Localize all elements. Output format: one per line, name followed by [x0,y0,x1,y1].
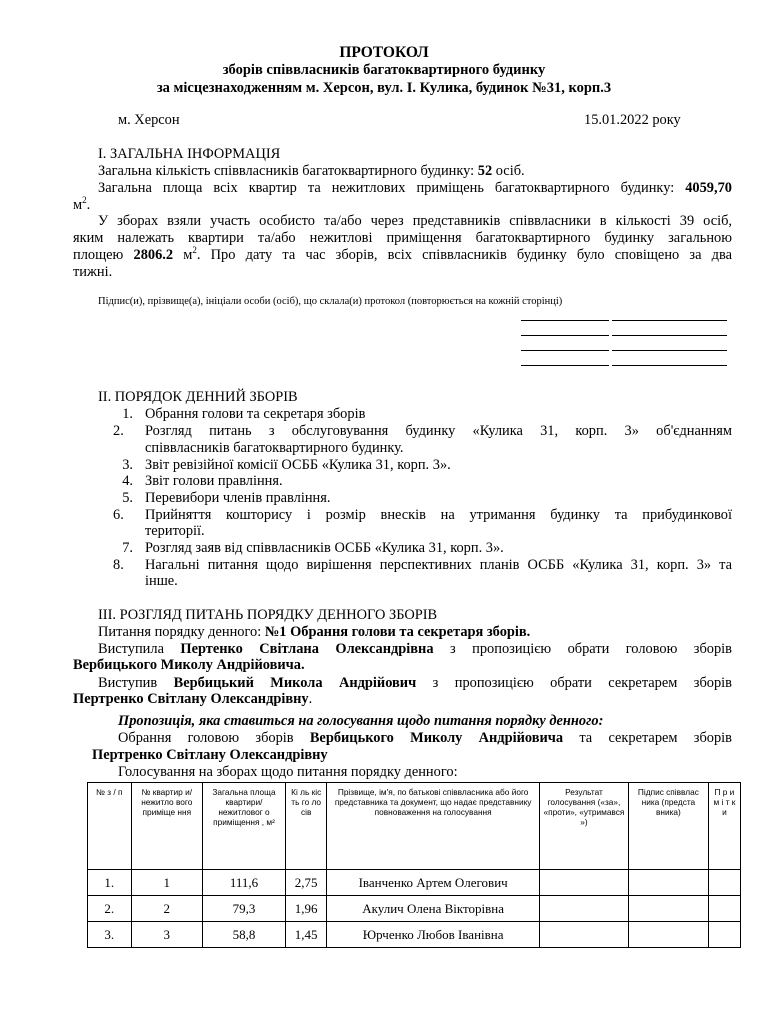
signature-line [612,308,727,321]
date: 15.01.2022 року [584,112,681,128]
cell-notes [708,870,740,896]
table-header-row [88,783,741,870]
speaker-1: Виступила Пертенко Світлана Олександрівна з пропозицією обрати головою зборів [98,641,732,657]
cell-no: 3. [88,922,132,948]
cell-owner: Юрченко Любов Іванівна [327,922,539,948]
cell-signature [629,870,709,896]
agenda-item: 2. Розгляд питань з обслуговування будинку «Кулика 31, корп. 3» об'єднанням [113,423,732,439]
total-area-unit: $м^2$. [73,195,91,213]
agenda-item-continuation: інше. [145,573,178,589]
signature-line [612,353,727,366]
document-address: за місцезнаходженням м. Херсон, вул. І. Кулика, будинок №31, корп.3 [156,80,612,96]
signature-line [612,323,727,336]
participation-line-1: У зборах взяли участь особисто та/або через представників співвласники в кількості 39 осіб, [98,213,732,229]
cell-result [539,870,628,896]
place: м. Херсон [118,112,180,128]
document-title: ПРОТОКОЛ [339,44,429,61]
cell-area: 58,8 [203,922,286,948]
col-header-no: № з / п [88,783,132,870]
cell-no: 2. [88,896,132,922]
signature-line [612,338,727,351]
proposal-heading: Пропозиція, яка ставиться на голосування щодо питання порядку денного: [118,713,604,729]
cell-notes [708,922,740,948]
cell-signature [629,896,709,922]
speaker-1-proposal: Вербицького Миколу Андрійовича. [73,657,305,673]
agenda-item: 8. Нагальні питання щодо вирішення перспективних планів ОСББ «Кулика 31, корп. 3» та [113,557,732,573]
agenda-item: 6. Прийняття кошторису і розмір внесків на утримання будинку та прибудинкової [113,507,732,523]
col-header-votes: Кі ль кіс ть го ло сів [285,783,326,870]
agenda-question: Питання порядку денного: №1 Обрання голови та секретаря зборів. [98,624,531,640]
agenda-item: 3. Звіт ревізійної комісії ОСББ «Кулика 31, корп. 3». [122,457,451,473]
col-header-apartment: № квартир и/ нежитло вого приміще ння [131,783,203,870]
participation-line-3: площею 2806.2 $м^2$. Про дату та час зборів, всіх співвласників будинку було сповіщено за два [73,245,732,263]
section2-heading: ІІ. ПОРЯДОК ДЕННИЙ ЗБОРІВ [98,389,298,405]
table-row [88,922,741,948]
cell-apartment: 1 [131,870,203,896]
col-header-notes: П р и м і т к и [708,783,740,870]
signature-line [521,353,609,366]
cell-votes: 2,75 [285,870,326,896]
cell-apartment: 3 [131,922,203,948]
voting-label: Голосування на зборах щодо питання порядку денного: [118,764,458,780]
col-header-result: Результат голосування («за», «проти», «утримався ») [539,783,628,870]
speaker-2: Виступив Вербицький Микола Андрійович з пропозицією обрати секретарем зборів [98,675,732,691]
cell-votes: 1,45 [285,922,326,948]
participation-line-2: яким належать квартири та/або нежитлові приміщення багатоквартирного будинку загальною [73,230,732,246]
cell-notes [708,896,740,922]
agenda-item: 1. Обрання голови та секретаря зборів [122,406,366,422]
agenda-item: 5. Перевибори членів правління. [122,490,331,506]
total-area: Загальна площа всіх квартир та нежитлових приміщень багатоквартирного будинку: 4059,70 [98,180,732,196]
section3-heading: ІІІ. РОЗГЛЯД ПИТАНЬ ПОРЯДКУ ДЕННОГО ЗБОРІВ [98,607,438,623]
agenda-item-continuation: співвласників багатоквартирного будинку. [145,440,404,456]
col-header-signature: Підпис співвлас ника (предста вника) [629,783,709,870]
cell-owner: Акулич Олена Вікторівна [327,896,539,922]
cell-no: 1. [88,870,132,896]
agenda-item: 4. Звіт голови правління. [122,473,283,489]
cell-owner: Іванченко Артем Олегович [327,870,539,896]
cell-result [539,896,628,922]
document-subtitle: зборів співвласників багатоквартирного будинку [222,62,546,78]
table-row [88,896,741,922]
signature-line [521,323,609,336]
cell-apartment: 2 [131,896,203,922]
agenda-item: 7. Розгляд заяв від співвласників ОСББ «Кулика 31, корп. 3». [122,540,504,556]
cell-result [539,922,628,948]
proposal-text: Обрання головою зборів Вербицького Миколу Андрійовича та секретарем зборів [118,730,732,746]
col-header-owner: Прізвище, ім'я, по батькові співвласника або його представника та документ, що надає представнику повноваження на голосування [327,783,539,870]
cell-area: 111,6 [203,870,286,896]
signature-line [521,308,609,321]
speaker-2-proposal: Пертренко Світлану Олександрівну. [73,691,313,707]
col-header-area: Загальна площа квартири/ нежитловог о приміщення , м² [203,783,286,870]
section1-heading: І. ЗАГАЛЬНА ІНФОРМАЦІЯ [98,146,281,162]
table-row [88,870,741,896]
agenda-item-continuation: території. [145,523,205,539]
participation-line-4: тижні. [73,264,113,280]
signature-note: Підпис(и), прізвище(а), ініціали особи (осіб), що склала(и) протокол (повторюється на кожній сторінці) [98,296,563,307]
voting-table [87,782,741,948]
cell-votes: 1,96 [285,896,326,922]
cell-signature [629,922,709,948]
owners-count: Загальна кількість співвласників багатоквартирного будинку: 52 осіб. [98,163,525,179]
cell-area: 79,3 [203,896,286,922]
signature-line [521,338,609,351]
proposal-text-continuation: Пертренко Світлану Олександрівну [92,747,328,763]
